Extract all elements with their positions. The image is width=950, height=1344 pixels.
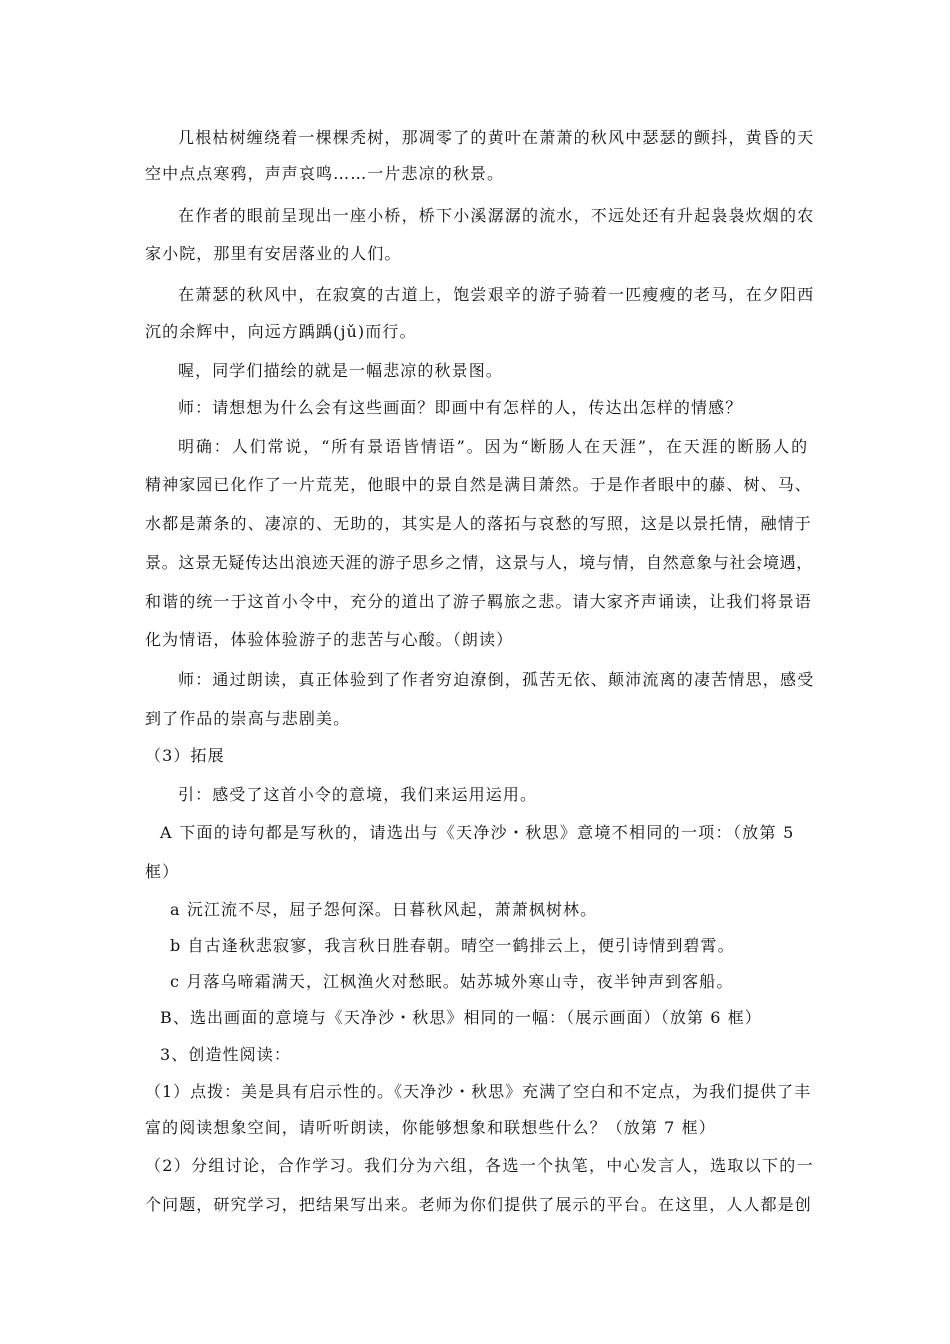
paragraph-line: 景。这景无疑传达出浪迹天涯的游子思乡之情，这景与人，境与情，自然意象与社会境遇， [145, 553, 814, 572]
paragraph-line: 师：通过朗读，真正体验到了作者穷迫潦倒，孤苦无依、颠沛流离的凄苦情思，感受 [178, 670, 815, 689]
option-line: c 月落乌啼霜满天，江枫渔火对愁眠。姑苏城外寒山寺，夜半钟声到客船。 [170, 972, 734, 991]
question-line: 框） [145, 862, 180, 881]
question-line: A 下面的诗句都是写秋的，请选出与《天净沙・秋思》意境不相同的一项：（放第 5 [160, 823, 795, 842]
paragraph-line: 喔，同学们描绘的就是一幅悲凉的秋景图。 [178, 361, 503, 380]
question-line: B、选出画面的意境与《天净沙・秋思》相同的一幅：（展示画面）（放第 6 框） [160, 1008, 762, 1027]
option-line: a 沅江流不尽，屈子怨何深。日暮秋风起，萧萧枫树林。 [170, 900, 598, 919]
paragraph-line: 明确：人们常说，“所有景语皆情语”。因为“断肠人在天涯”，在天涯的断肠人的 [178, 437, 810, 456]
paragraph-line: （2）分组讨论，合作学习。我们分为六组，各选一个执笔，中心发言人，选取以下的一 [145, 1156, 814, 1175]
paragraph-line: 在萧瑟的秋风中，在寂寞的古道上，饱尝艰辛的游子骑着一匹瘦瘦的老马，在夕阳西 [178, 285, 815, 304]
paragraph-line: 在作者的眼前呈现出一座小桥，桥下小溪潺潺的流水，不远处还有升起袅袅炊烟的农 [178, 206, 815, 225]
paragraph-line: 几根枯树缠绕着一棵棵秃树，那凋零了的黄叶在萧萧的秋风中瑟瑟的颤抖，黄昏的天 [178, 128, 815, 147]
paragraph-line: 化为情语，体验体验游子的悲苦与心酸。（朗读） [145, 630, 514, 649]
paragraph-line: 家小院，那里有安居落业的人们。 [145, 244, 402, 263]
paragraph-line: 精神家园已化作了一片荒芜，他眼中的景自然是满目萧然。于是作者眼中的藤、树、马、 [145, 475, 812, 494]
paragraph-line: 和谐的统一于这首小令中，充分的道出了游子羁旅之悲。请大家齐声诵读，让我们将景语 [145, 592, 812, 611]
paragraph-line: 到了作品的崇高与悲剧美。 [145, 709, 351, 728]
paragraph-line: 空中点点寒鸦，声声哀鸣……一片悲凉的秋景。 [145, 164, 505, 183]
section-heading: 3、创造性阅读： [160, 1045, 291, 1064]
section-heading: （3）拓展 [145, 746, 225, 765]
paragraph-line: （1）点拨：美是具有启示性的。《天净沙・秋思》充满了空白和不定点，为我们提供了丰 [145, 1082, 812, 1101]
paragraph-line: 沉的余辉中，向远方踽踽(jǔ)而行。 [145, 322, 417, 341]
paragraph-line: 富的阅读想象空间，请听听朗读，你能够想象和联想些什么？（放第 7 框） [145, 1118, 716, 1137]
paragraph-line: 水都是萧条的、凄凉的、无助的，其实是人的落拓与哀愁的写照，这是以景托情，融情于 [145, 514, 812, 533]
paragraph-line: 个问题，研究学习，把结果写出来。老师为你们提供了展示的平台。在这里，人人都是创 [145, 1195, 812, 1214]
paragraph-line: 引：感受了这首小令的意境，我们来运用运用。 [178, 785, 538, 804]
paragraph-line: 师：请想想为什么会有这些画面？即画中有怎样的人，传达出怎样的情感？ [178, 398, 743, 417]
option-line: b 自古逢秋悲寂寥，我言秋日胜春朝。晴空一鹤排云上，便引诗情到碧霄。 [170, 936, 735, 955]
